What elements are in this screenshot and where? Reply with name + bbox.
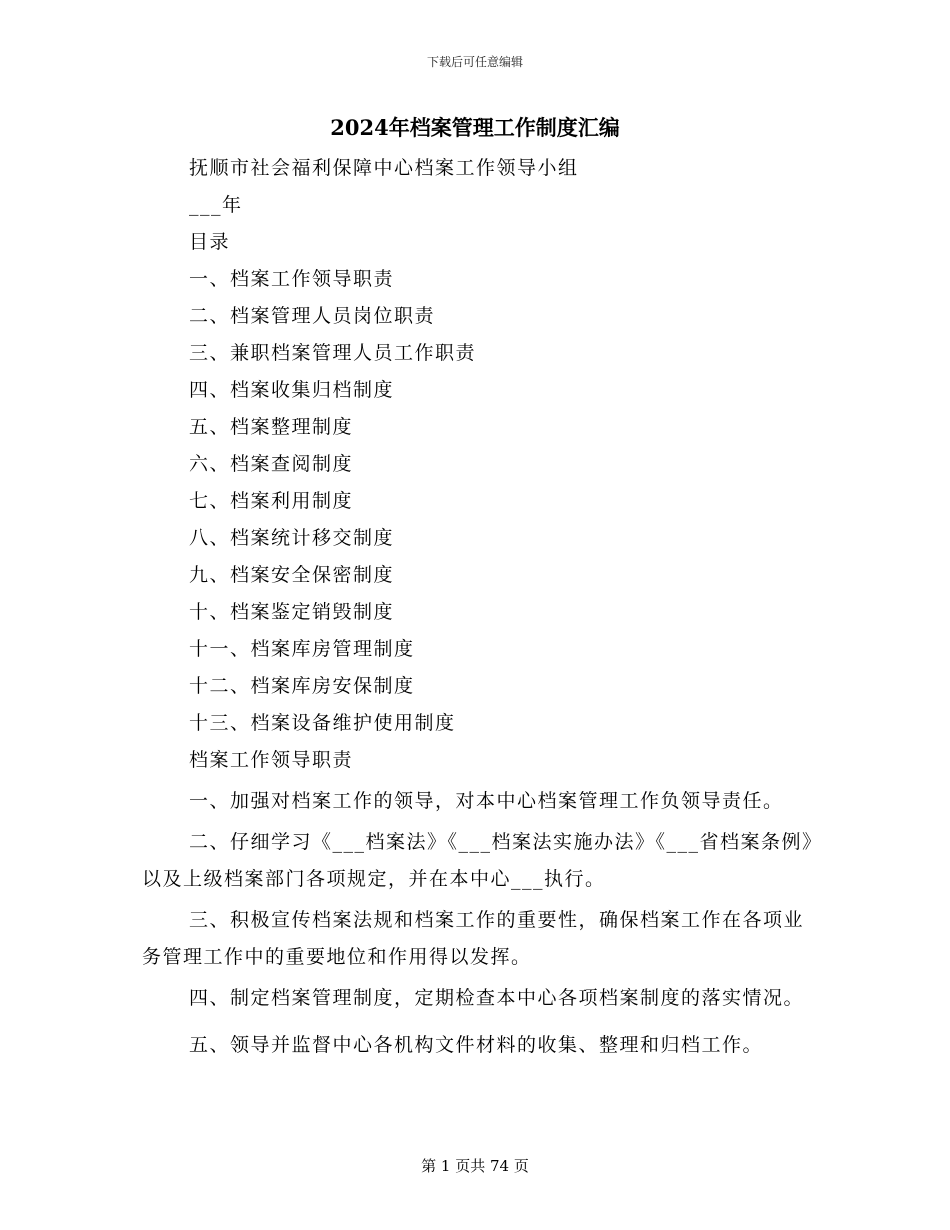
year-line: ___年 bbox=[189, 194, 243, 216]
paragraph: 四、制定档案管理制度，定期检查本中心各项档案制度的落实情况。 bbox=[189, 987, 805, 1009]
toc-heading: 目录 bbox=[189, 231, 231, 253]
toc-item: 三、兼职档案管理人员工作职责 bbox=[189, 342, 477, 364]
toc-item: 十、档案鉴定销毁制度 bbox=[189, 601, 395, 623]
toc-item: 八、档案统计移交制度 bbox=[189, 527, 395, 549]
header-note: 下载后可任意编辑 bbox=[426, 55, 523, 69]
section-heading: 档案工作领导职责 bbox=[189, 749, 354, 771]
toc-item: 十一、档案库房管理制度 bbox=[189, 638, 415, 660]
toc-item: 四、档案收集归档制度 bbox=[189, 379, 395, 401]
paragraph: 一、加强对档案工作的领导，对本中心档案管理工作负领导责任。 bbox=[189, 790, 784, 812]
toc-item: 十三、档案设备维护使用制度 bbox=[189, 712, 456, 734]
org-line: 抚顺市社会福利保障中心档案工作领导小组 bbox=[189, 157, 579, 179]
paragraph: 五、领导并监督中心各机构文件材料的收集、整理和归档工作。 bbox=[189, 1034, 764, 1056]
toc-item: 一、档案工作领导职责 bbox=[189, 268, 395, 290]
toc-item: 六、档案查阅制度 bbox=[189, 453, 354, 475]
document-body bbox=[142, 150, 822, 1064]
toc-item: 九、档案安全保密制度 bbox=[189, 564, 395, 586]
paragraph: 二、仔细学习《___档案法》《___档案法实施办法》《___省档案条例》以及上级档案部门各项规定，并在本中心___执行。 bbox=[142, 831, 814, 890]
document-title: 2024年档案管理工作制度汇编 bbox=[330, 115, 620, 140]
page-footer: 第 1 页共 74 页 bbox=[421, 1157, 529, 1175]
toc-item: 五、档案整理制度 bbox=[189, 416, 354, 438]
toc-item: 七、档案利用制度 bbox=[189, 490, 354, 512]
paragraph: 三、积极宣传档案法规和档案工作的重要性，确保档案工作在各项业务管理工作中的重要地位和作用得以发挥。 bbox=[142, 909, 805, 968]
toc-item: 十二、档案库房安保制度 bbox=[189, 675, 415, 697]
toc-item: 二、档案管理人员岗位职责 bbox=[189, 305, 436, 327]
table-of-contents bbox=[142, 261, 822, 742]
